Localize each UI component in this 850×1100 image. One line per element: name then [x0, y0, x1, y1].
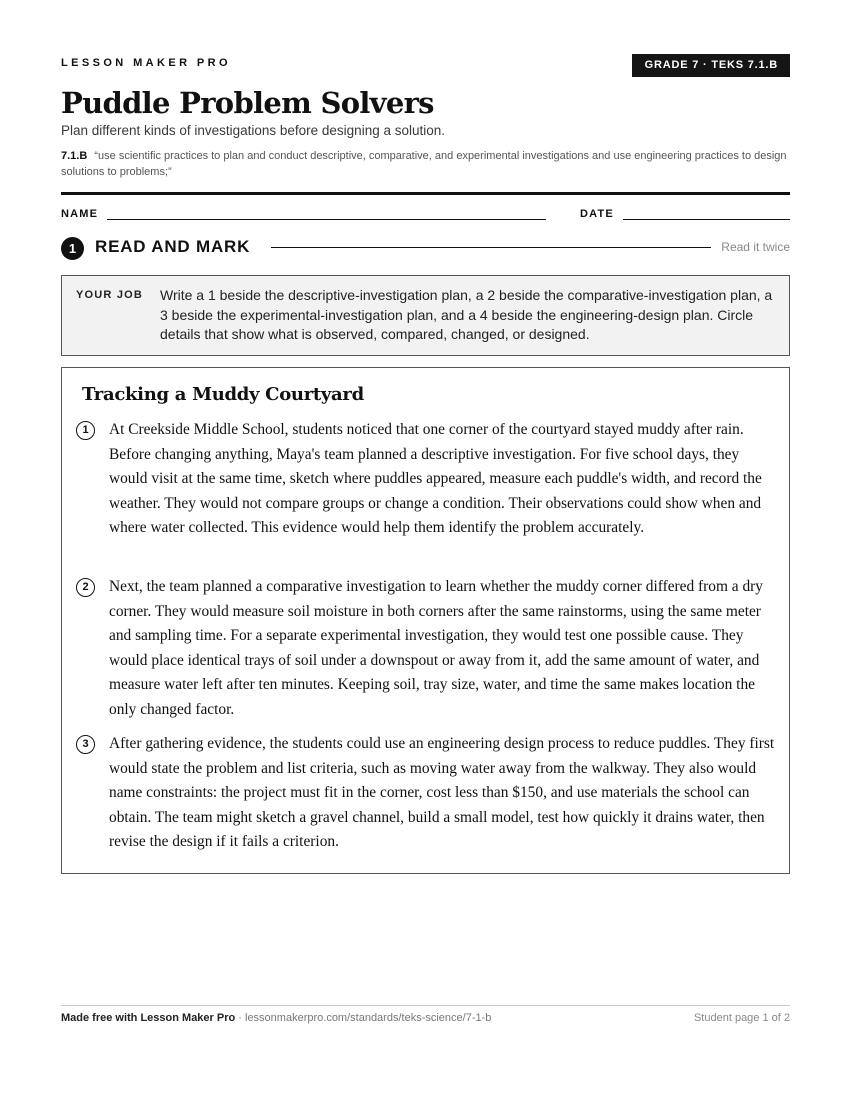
section-header	[61, 236, 790, 260]
date-field[interactable]	[623, 219, 790, 220]
passage-paragraph	[82, 418, 777, 541]
instructions-box	[61, 275, 790, 356]
standard-code: 7.1.B	[61, 150, 88, 162]
standard-statement	[61, 148, 790, 180]
reading-passage	[61, 367, 790, 874]
grade-badge: GRADE 7 · TEKS 7.1.B	[632, 54, 790, 77]
page-subtitle: Plan different kinds of investigations before designing a solution.	[61, 123, 445, 138]
footer-made-with: Made free with Lesson Maker Pro	[61, 1012, 236, 1024]
name-field[interactable]	[107, 219, 546, 220]
paragraph-text: After gathering evidence, the students could use an engineering design process to reduce puddles. They first would state the problem and list criteria, such as moving water away from the walkway. They also would name constraints: the project must fit in the corner, cost less than $150, and use materials the school can obtain. The team might sketch a gravel channel, build a small model, test how quickly it drains water, then revise the design if it fails a criterion.	[109, 735, 775, 850]
paragraph-number: 2	[76, 578, 95, 597]
section-rule	[271, 247, 711, 248]
passage-paragraph	[82, 732, 777, 855]
page-number: Student page 1 of 2	[693, 1012, 790, 1024]
footer-divider	[61, 1005, 790, 1006]
header-divider	[61, 192, 790, 195]
section-number-badge: 1	[61, 237, 84, 260]
section-title: READ AND MARK	[95, 237, 251, 256]
passage-paragraph	[82, 575, 777, 722]
footer-url[interactable]: lessonmakerpro.com/standards/teks-science/7-1-b	[245, 1012, 492, 1024]
paragraph-text: Next, the team planned a comparative investigation to learn whether the muddy corner differed from a dry corner. They would measure soil moisture in both corners after the same rainstorms, using the same meter and sampling time. For a separate experimental investigation, they would test one possible cause. They would place identical trays of soil under a downspout or away from it, add the same amount of water, and measure water left after ten minutes. Keeping soil, tray size, water, and time the same makes location the only changed factor.	[109, 578, 764, 718]
passage-title: Tracking a Muddy Courtyard	[82, 384, 364, 405]
page-title: Puddle Problem Solvers	[61, 86, 434, 120]
standard-text: “use scientific practices to plan and conduct descriptive, comparative, and experimental investigations and use engineering practices to design solutions to problems;”	[61, 150, 787, 178]
date-label: DATE	[580, 208, 614, 220]
paragraph-number: 1	[76, 421, 95, 440]
worksheet-page	[61, 0, 790, 1100]
paragraph-text: At Creekside Middle School, students noticed that one corner of the courtyard stayed muddy after rain. Before changing anything, Maya's team planned a descriptive investigation. For five school days, they would visit at the same time, sketch where puddles appeared, measure each puddle's width, and record the weather. They would not compare groups or change a condition. Their observations could show when and where water collected. This evidence would help them identify the problem accurately.	[109, 421, 762, 536]
instructions-text: Write a 1 beside the descriptive-investigation plan, a 2 beside the comparative-investigation plan, a 3 beside the experimental-investigation plan, and a 4 beside the engineering-design plan. Circle details that show what is observed, compared, changed, or designed.	[160, 287, 773, 342]
name-label: NAME	[61, 208, 99, 220]
brand-name: LESSON MAKER PRO	[61, 57, 231, 69]
instructions-label: YOUR JOB	[76, 289, 144, 301]
footer-credit	[61, 1012, 491, 1024]
paragraph-number: 3	[76, 735, 95, 754]
section-note: Read it twice	[721, 240, 790, 254]
footer-separator: ·	[235, 1012, 245, 1024]
